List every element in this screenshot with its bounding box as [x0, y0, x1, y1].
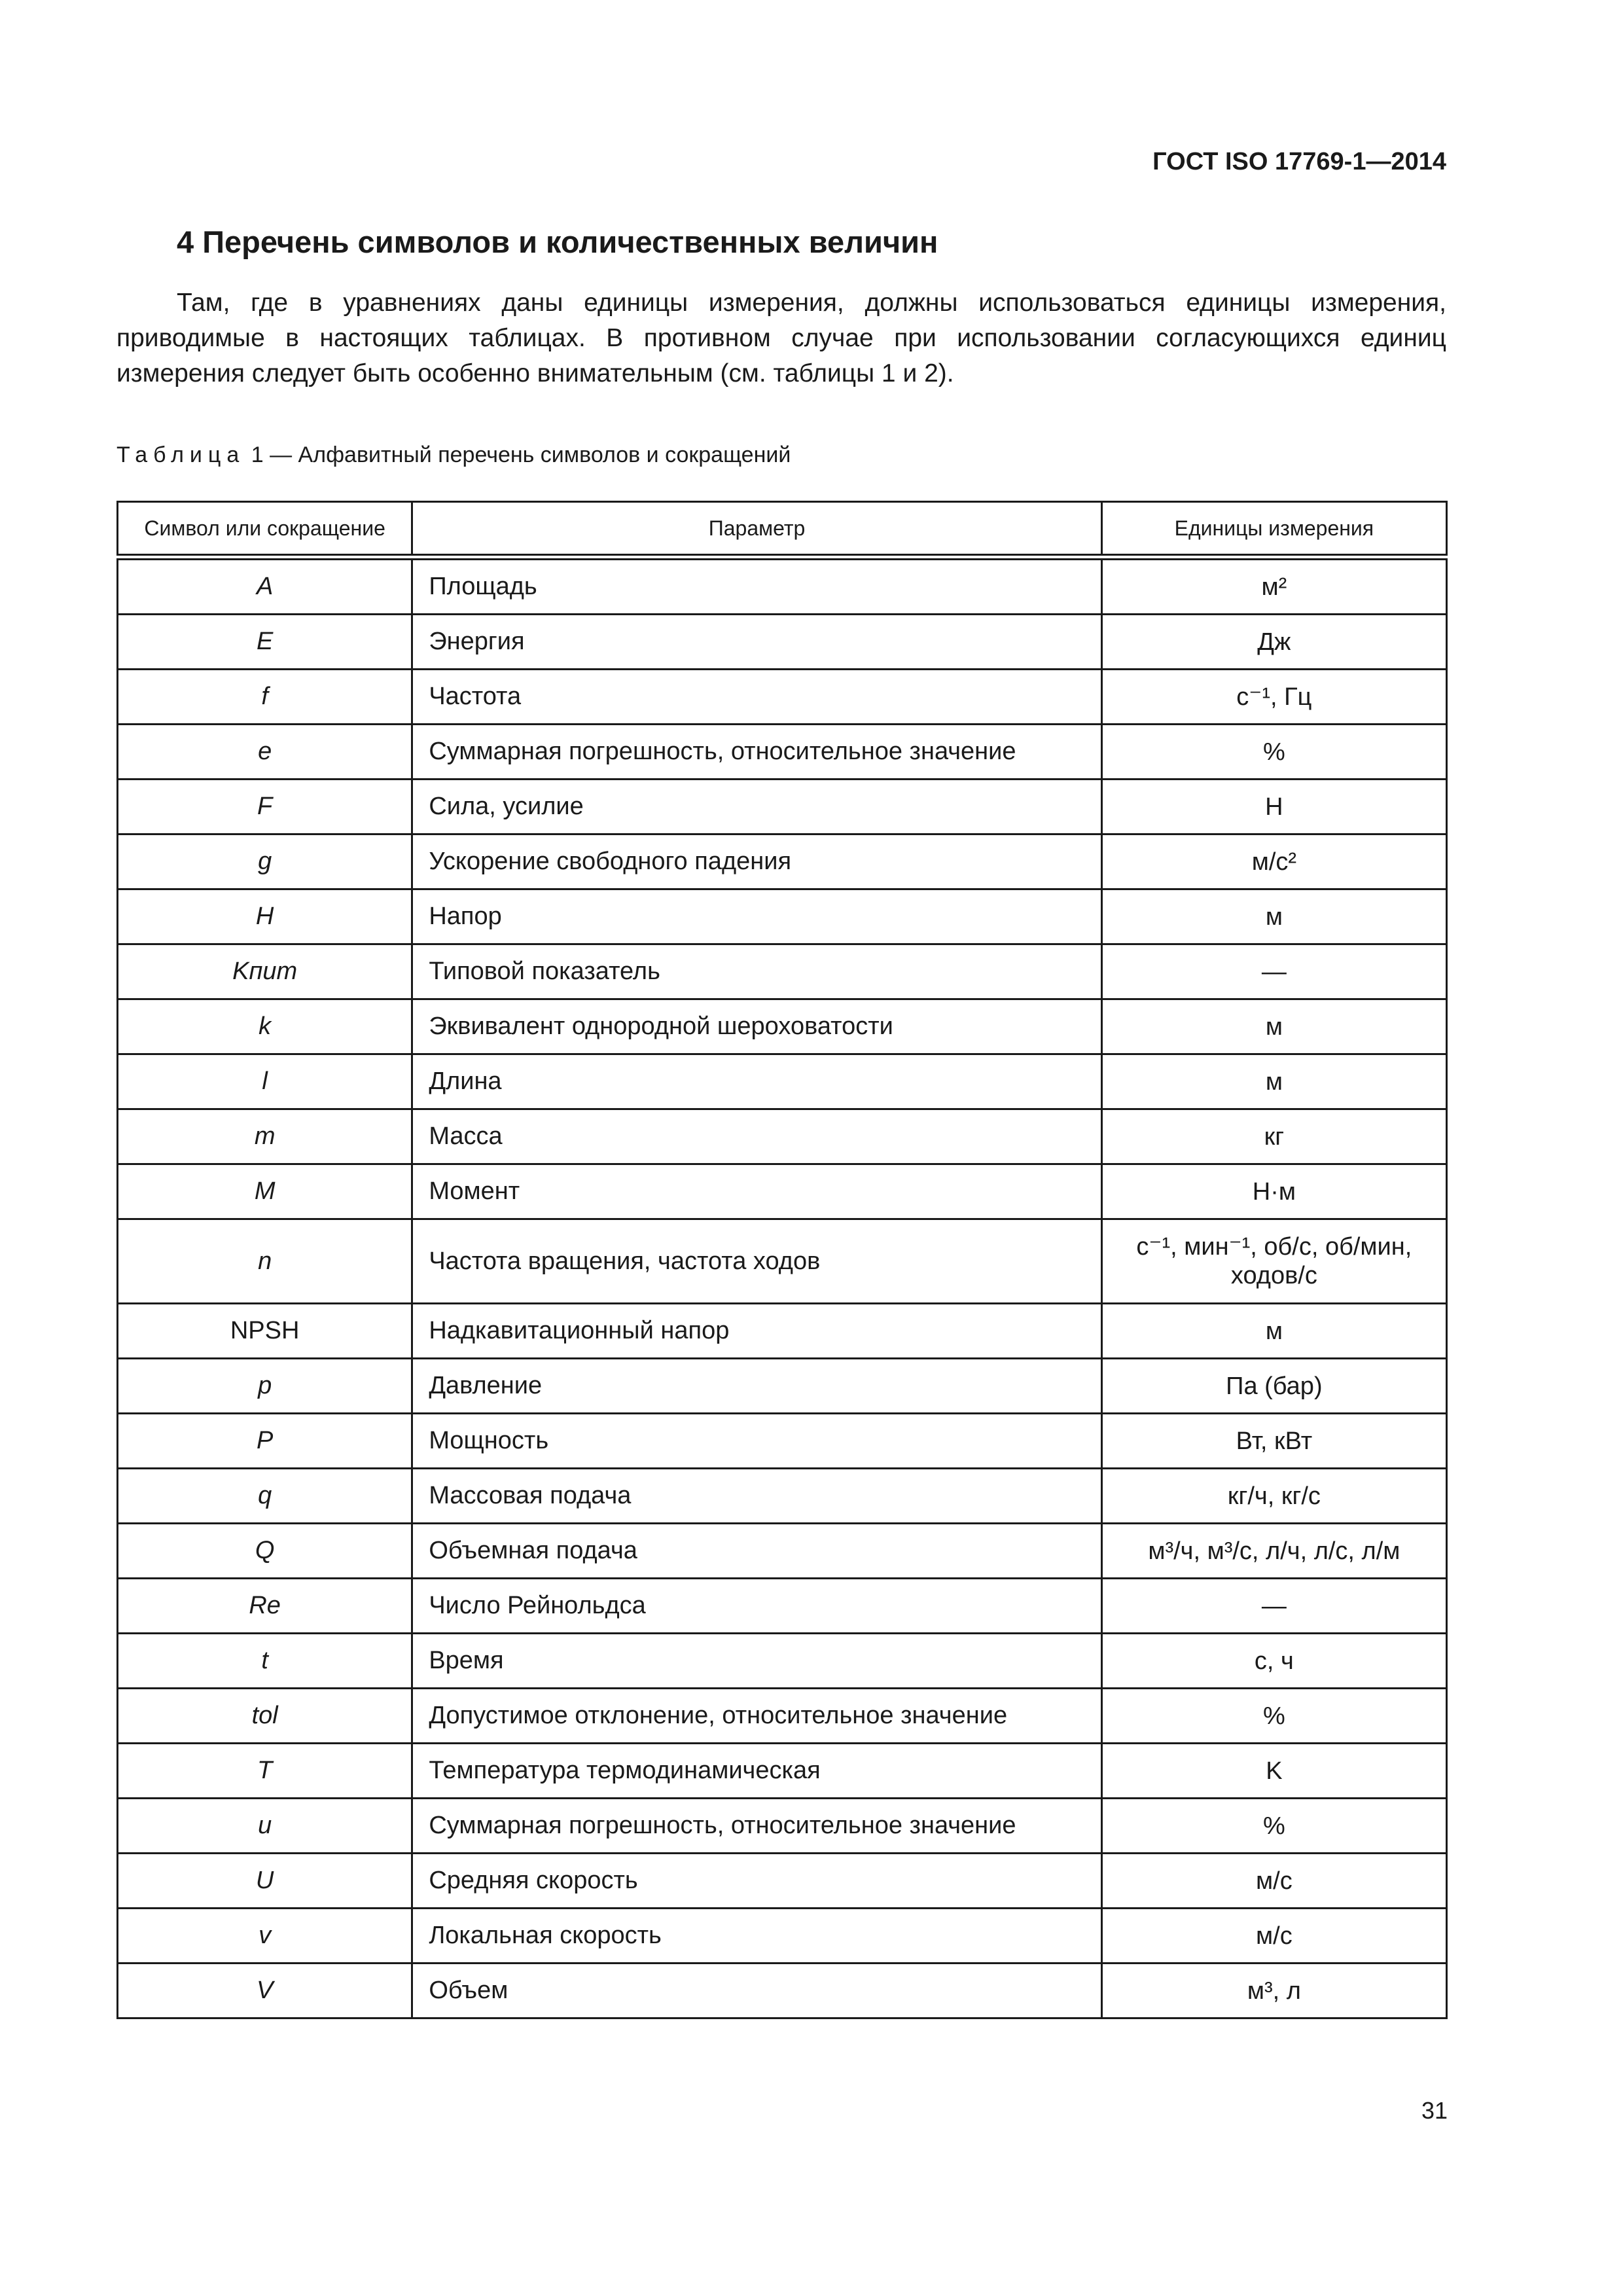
- symbol-cell: V: [118, 1964, 412, 2018]
- table-row: [118, 780, 1447, 834]
- section-title: 4 Перечень символов и количественных величин: [177, 224, 938, 259]
- unit-cell: Па (бар): [1101, 1359, 1446, 1414]
- table-row: [118, 1054, 1447, 1109]
- symbol-cell: NPSH: [118, 1304, 412, 1359]
- unit-cell: м: [1101, 1304, 1446, 1359]
- parameter-cell: Локальная скорость: [412, 1909, 1101, 1964]
- parameter-cell: Давление: [412, 1359, 1101, 1414]
- table-row: [118, 615, 1447, 670]
- parameter-cell: Число Рейнольдса: [412, 1579, 1101, 1634]
- parameter-cell: Массовая подача: [412, 1469, 1101, 1524]
- symbol-cell: t: [118, 1634, 412, 1689]
- table-row: [118, 1634, 1447, 1689]
- symbol-cell: Kпит: [118, 944, 412, 999]
- table-row: [118, 1964, 1447, 2018]
- table-row: [118, 1854, 1447, 1909]
- parameter-cell: Суммарная погрешность, относительное значение: [412, 1799, 1101, 1854]
- table-row: [118, 1689, 1447, 1744]
- table-header-row: [118, 502, 1447, 558]
- symbol-cell: q: [118, 1469, 412, 1524]
- table-row: [118, 1414, 1447, 1469]
- parameter-cell: Средняя скорость: [412, 1854, 1101, 1909]
- symbol-cell: v: [118, 1909, 412, 1964]
- unit-cell: Н·м: [1101, 1164, 1446, 1219]
- unit-cell: %: [1101, 1799, 1446, 1854]
- table-row: [118, 944, 1447, 999]
- table-row: [118, 1219, 1447, 1304]
- table-caption-text: 1 — Алфавитный перечень символов и сокращений: [245, 442, 791, 467]
- unit-cell: м: [1101, 889, 1446, 944]
- header-unit: Единицы измерения: [1101, 502, 1446, 558]
- table-row: [118, 1579, 1447, 1634]
- table-row: [118, 1304, 1447, 1359]
- parameter-cell: Допустимое отклонение, относительное значение: [412, 1689, 1101, 1744]
- table-row: [118, 1469, 1447, 1524]
- parameter-cell: Суммарная погрешность, относительное значение: [412, 725, 1101, 780]
- table-row: [118, 834, 1447, 889]
- table-row: [118, 1744, 1447, 1799]
- symbol-cell: u: [118, 1799, 412, 1854]
- symbol-cell: Re: [118, 1579, 412, 1634]
- parameter-cell: Момент: [412, 1164, 1101, 1219]
- unit-cell: кг/ч, кг/с: [1101, 1469, 1446, 1524]
- parameter-cell: Время: [412, 1634, 1101, 1689]
- symbol-cell: T: [118, 1744, 412, 1799]
- symbol-cell: e: [118, 725, 412, 780]
- table-row: [118, 889, 1447, 944]
- unit-cell: с⁻¹, Гц: [1101, 670, 1446, 725]
- unit-cell: —: [1101, 944, 1446, 999]
- table-caption-label: Таблица: [116, 442, 245, 467]
- symbol-cell: F: [118, 780, 412, 834]
- page-number: 31: [1421, 2097, 1448, 2124]
- unit-cell: %: [1101, 725, 1446, 780]
- header-symbol: Символ или сокращение: [118, 502, 412, 558]
- unit-cell: м: [1101, 1054, 1446, 1109]
- unit-cell: м/с: [1101, 1854, 1446, 1909]
- unit-cell: м/с²: [1101, 834, 1446, 889]
- unit-cell: с, ч: [1101, 1634, 1446, 1689]
- symbol-cell: k: [118, 999, 412, 1054]
- table-row: [118, 1164, 1447, 1219]
- parameter-cell: Длина: [412, 1054, 1101, 1109]
- unit-cell: Дж: [1101, 615, 1446, 670]
- parameter-cell: Ускорение свободного падения: [412, 834, 1101, 889]
- header-parameter: Параметр: [412, 502, 1101, 558]
- symbol-cell: P: [118, 1414, 412, 1469]
- symbol-cell: n: [118, 1219, 412, 1304]
- intro-paragraph: Там, где в уравнениях даны единицы измерения, должны использоваться единицы измерения, приводимые в настоящих таблицах. В противном случае при использовании согласующихся единиц измерения следует быть особенно внимательным (см. таблицы 1 и 2).: [116, 289, 1446, 387]
- parameter-cell: Объемная подача: [412, 1524, 1101, 1579]
- symbol-cell: m: [118, 1109, 412, 1164]
- parameter-cell: Сила, усилие: [412, 780, 1101, 834]
- table-row: [118, 557, 1447, 615]
- symbol-cell: g: [118, 834, 412, 889]
- unit-cell: %: [1101, 1689, 1446, 1744]
- symbol-cell: p: [118, 1359, 412, 1414]
- unit-cell: K: [1101, 1744, 1446, 1799]
- parameter-cell: Надкавитационный напор: [412, 1304, 1101, 1359]
- symbol-cell: H: [118, 889, 412, 944]
- parameter-cell: Энергия: [412, 615, 1101, 670]
- symbol-cell: E: [118, 615, 412, 670]
- symbols-table: [116, 501, 1448, 2019]
- parameter-cell: Напор: [412, 889, 1101, 944]
- table-row: [118, 670, 1447, 725]
- unit-cell: м²: [1101, 557, 1446, 615]
- unit-cell: м/с: [1101, 1909, 1446, 1964]
- symbol-cell: f: [118, 670, 412, 725]
- symbol-cell: Q: [118, 1524, 412, 1579]
- table-row: [118, 1524, 1447, 1579]
- parameter-cell: Температура термодинамическая: [412, 1744, 1101, 1799]
- unit-cell: с⁻¹, мин⁻¹, об/с, об/мин, ходов/с: [1101, 1219, 1446, 1304]
- unit-cell: Вт, кВт: [1101, 1414, 1446, 1469]
- unit-cell: —: [1101, 1579, 1446, 1634]
- parameter-cell: Эквивалент однородной шероховатости: [412, 999, 1101, 1054]
- unit-cell: кг: [1101, 1109, 1446, 1164]
- document-code: ГОСТ ISO 17769-1—2014: [1152, 148, 1446, 175]
- symbol-cell: tol: [118, 1689, 412, 1744]
- parameter-cell: Мощность: [412, 1414, 1101, 1469]
- table-row: [118, 1109, 1447, 1164]
- table-row: [118, 1799, 1447, 1854]
- table-row: [118, 999, 1447, 1054]
- table-row: [118, 725, 1447, 780]
- parameter-cell: Частота вращения, частота ходов: [412, 1219, 1101, 1304]
- parameter-cell: Типовой показатель: [412, 944, 1101, 999]
- table-row: [118, 1909, 1447, 1964]
- table-body: [118, 557, 1447, 2018]
- parameter-cell: Масса: [412, 1109, 1101, 1164]
- parameter-cell: Объем: [412, 1964, 1101, 2018]
- unit-cell: Н: [1101, 780, 1446, 834]
- parameter-cell: Площадь: [412, 557, 1101, 615]
- symbol-cell: l: [118, 1054, 412, 1109]
- table-row: [118, 1359, 1447, 1414]
- unit-cell: м³, л: [1101, 1964, 1446, 2018]
- table-caption: [116, 442, 791, 468]
- unit-cell: м: [1101, 999, 1446, 1054]
- symbol-cell: M: [118, 1164, 412, 1219]
- symbol-cell: U: [118, 1854, 412, 1909]
- symbol-cell: A: [118, 557, 412, 615]
- unit-cell: м³/ч, м³/с, л/ч, л/с, л/м: [1101, 1524, 1446, 1579]
- parameter-cell: Частота: [412, 670, 1101, 725]
